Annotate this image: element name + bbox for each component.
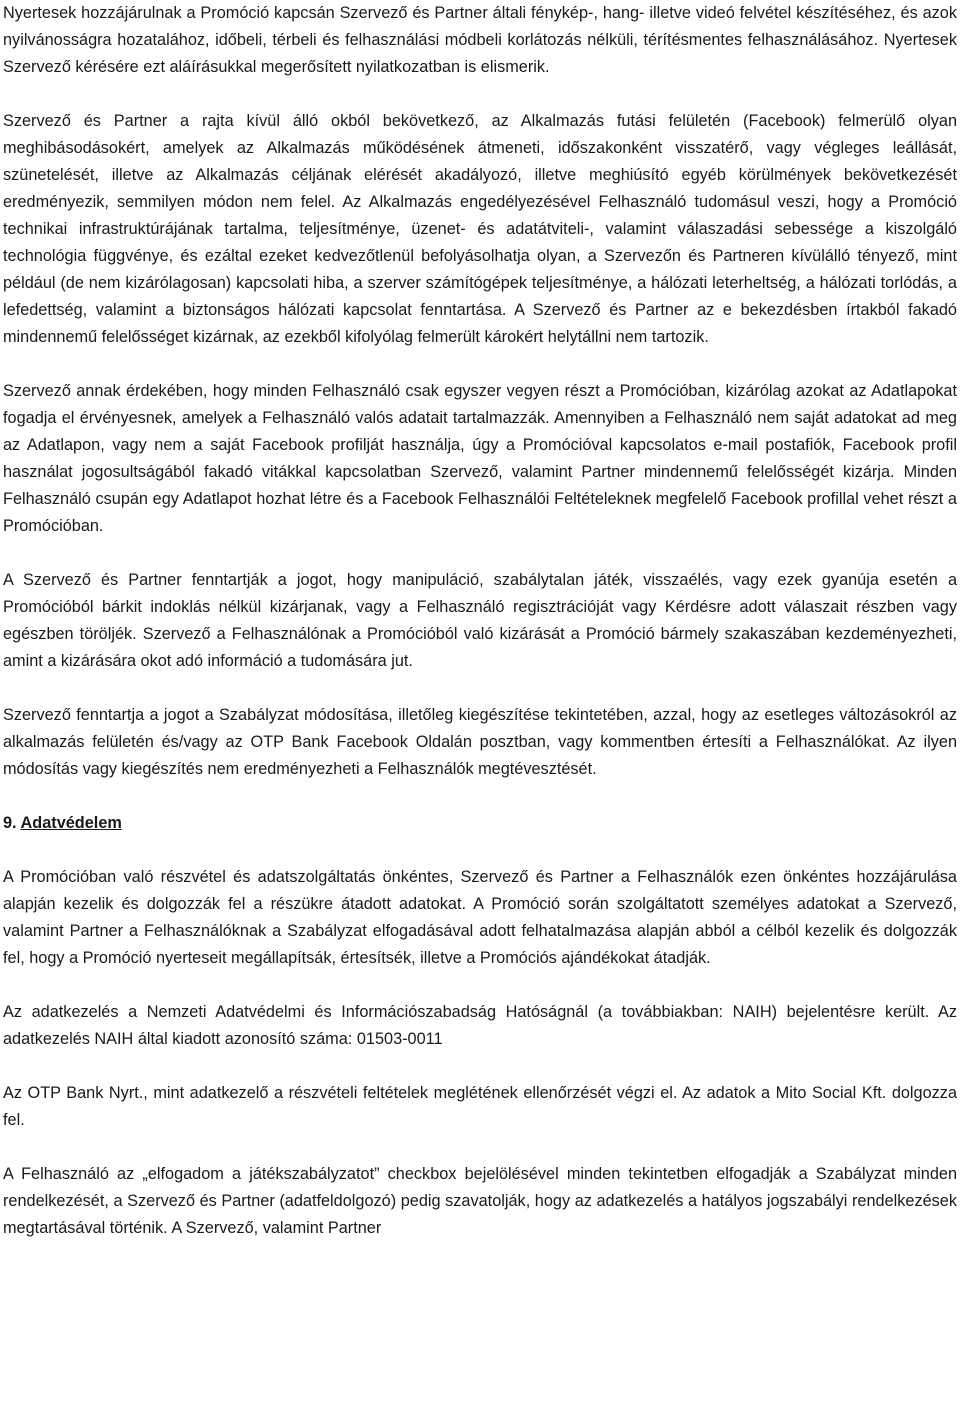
paragraph-spacer	[3, 351, 957, 378]
paragraph-spacer	[3, 972, 957, 999]
paragraph-rules-modification: Szervező fenntartja a jogot a Szabályzat módosítása, illetőleg kiegészítése tekintetében, azzal, hogy az esetleges változásokról az alkalmazás felületén és/vagy az OTP Bank Facebook Oldalán posztban, vagy kommentben értesíti a Felhasználókat. Az ilyen módosítás vagy kiegészítés nem eredményezheti a Felhasználók megtévesztését.	[3, 706, 957, 778]
paragraph-single-participation: Szervező annak érdekében, hogy minden Felhasználó csak egyszer vegyen részt a Promócióban, kizárólag azokat az Adatlapokat fogadja el érvényesnek, amelyek a Felhasználó valós adatait tartalmazzák. Amennyiben a Felhasználó nem saját adatokat ad meg az Adatlapon, vagy nem a saját Facebook profilját használja, úgy a Promócióval kapcsolatos e-mail postafiók, Facebook profil használat jogosultságából fakadó vitákkal kapcsolatban Szervező, valamint Partner mindennemű felelősségét kizárja. Minden Felhasználó csupán egy Adatlapot hozhat létre és a Facebook Felhasználói Feltételeknek megfelelő Facebook profillal vehet részt a Promócióban.	[3, 382, 957, 535]
section-number: 9.	[3, 814, 17, 832]
paragraph-exclusion-rights: A Szervező és Partner fenntartják a jogot, hogy manipuláció, szabálytalan játék, visszaélés, vagy ezek gyanúja esetén a Promócióból bárkit indoklás nélkül kizárjanak, vagy a Felhasználó regisztrációját vagy Kérdésre adott válaszait részben vagy egészben töröljék. Szervező a Felhasználónak a Promócióból való kizárását a Promóció bármely szakaszában kezdeményezheti, amint a kizárására okot adó információ a tudomására jut.	[3, 571, 957, 670]
paragraph-spacer	[3, 1053, 957, 1080]
paragraph-acceptance-checkbox: A Felhasználó az „elfogadom a játékszabályzatot” checkbox bejelölésével minden tekintetben elfogadják a Szabályzat minden rendelkezését, a Szervező és Partner (adatfeldolgozó) pedig szavatolják, hogy az adatkezelés a hatályos jogszabályi rendelkezések megtartásával történik. A Szervező, valamint Partner	[3, 1165, 957, 1237]
paragraph-spacer	[3, 783, 957, 810]
paragraph-spacer	[3, 1134, 957, 1161]
paragraph-spacer	[3, 837, 957, 864]
paragraph-voluntary-data: A Promócióban való részvétel és adatszolgáltatás önkéntes, Szervező és Partner a Felhasználók ezen önkéntes hozzájárulása alapján kezelik és dolgozzák fel a részükre átadott adatokat. A Promóció során szolgáltatott személyes adatokat a Szervező, valamint Partner a Felhasználóknak a Szabályzat elfogadásával adott felhatalmazása alapján abból a célból kezelik és dolgozzák fel, hogy a Promóció nyerteseit megállapítsák, értesítsék, illetve a Promóciós ajándékokat átadják.	[3, 868, 957, 967]
paragraph-spacer	[3, 540, 957, 567]
paragraph-spacer	[3, 675, 957, 702]
paragraph-liability-disclaimer: Szervező és Partner a rajta kívül álló okból bekövetkező, az Alkalmazás futási felületén (Facebook) felmerülő olyan meghibásodásokért, amelyek az Alkalmazás működésének átmeneti, időszakonként visszatérő, vagy végleges leállását, szünetelését, illetve az Alkalmazás céljának elérését akadályozó, illetve meghiúsító egyéb körülmények bekövetkezését eredményezik, semmilyen módon nem felel. Az Alkalmazás engedélyezésével Felhasználó tudomásul veszi, hogy a Promóció technikai infrastruktúrájának tartalma, teljesítménye, üzenet- és adatátviteli-, valamint válaszadási sebessége a kiszolgáló technológia függvénye, és ezáltal ezeket kedvezőtlenül befolyásolhatja olyan, a Szervezőn és Partneren kívülálló tényező, mint például (de nem kizárólagosan) kapcsolati hiba, a szerver számítógépek teljesítménye, a hálózati leterheltség, a hálózati torlódás, a lefedettség, valamint a biztonságos hálózati kapcsolat fenntartása. A Szervező és Partner az e bekezdésben írtakból fakadó mindennemű felelősséget kizárnak, az ezekből kifolyólag felmerült károkért helytállni nem tartozik.	[3, 112, 957, 346]
section-title: Adatvédelem	[20, 814, 122, 832]
paragraph-naih-registration: Az adatkezelés a Nemzeti Adatvédelmi és Információszabadság Hatóságnál (a továbbiakban: NAIH) bejelentésre került. Az adatkezelés NAIH által kiadott azonosító száma: 01503-0011	[3, 1003, 957, 1048]
paragraph-spacer	[3, 81, 957, 108]
paragraph-data-controller: Az OTP Bank Nyrt., mint adatkezelő a részvételi feltételek meglétének ellenőrzését végzi el. Az adatok a Mito Social Kft. dolgozza fel.	[3, 1084, 957, 1129]
paragraph-publicity-consent: Nyertesek hozzájárulnak a Promóció kapcsán Szervező és Partner általi fénykép-, hang- illetve videó felvétel készítéséhez, és azok nyilvánosságra hozatalához, időbeli, térbeli és felhasználási módbeli korlátozás nélküli, térítésmentes felhasználásához. Nyertesek Szervező kérésére ezt aláírásukkal megerősített nyilatkozatban is elismerik.	[3, 4, 957, 76]
document-page	[3, 0, 957, 1410]
section-heading-data-protection	[3, 810, 957, 837]
